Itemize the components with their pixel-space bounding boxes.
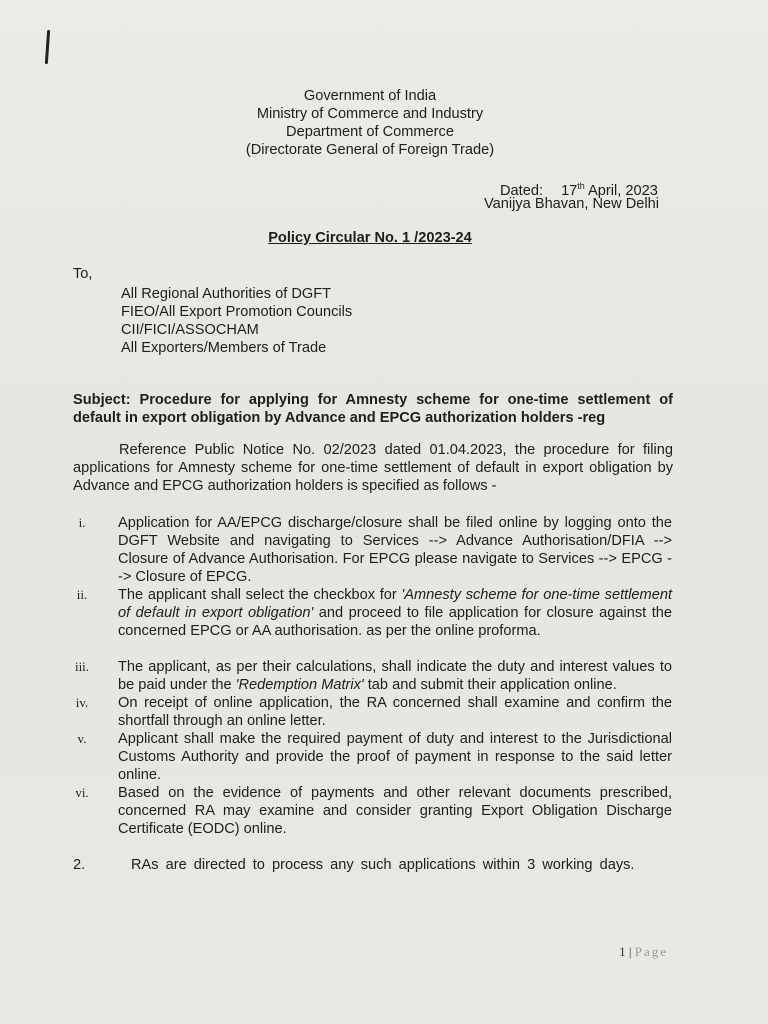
list-item-text-post: and proceed to file application for closure against the concerned EPCG or AA authorisation. as per the online proforma.: [118, 605, 672, 639]
recipient-regional-authorities: All Regional Authorities of DGFT: [121, 286, 332, 302]
to-label: To,: [73, 266, 93, 282]
page-word: Page: [634, 944, 668, 959]
recipient-exporters: All Exporters/Members of Trade: [121, 340, 327, 356]
pen-mark: [45, 30, 50, 64]
list-item-number: v.: [77, 731, 87, 746]
dated-place: Vanijya Bhavan, New Delhi: [484, 196, 659, 212]
dated-day-suffix: th: [577, 181, 585, 191]
paragraph-2-text: RAs are directed to process any such applications within 3 working days.: [131, 857, 635, 873]
header-government: Government of India: [303, 88, 437, 104]
list-item-number: ii.: [76, 587, 88, 602]
recipient-fieo: FIEO/All Export Promotion Councils: [121, 304, 353, 320]
dated-rest: April, 2023: [584, 182, 658, 199]
page-footer: [619, 944, 668, 960]
dated-label: Dated:: [500, 182, 543, 199]
list-item-text: Application for AA/EPCG discharge/closure shall be filed online by logging onto the DGFT Website and navigating to Services --> Advance Authorisation/DFIA --> Closure of Advance Authorisation. For EPCG please navigate to Services --> EPCG --> Closure of EPCG.: [118, 515, 672, 585]
page-separator: |: [628, 944, 632, 959]
list-item-number: vi.: [75, 785, 89, 800]
list-item-text: Based on the evidence of payments and other relevant documents prescribed, concerned RA may examine and consider granting Export Obligation Discharge Certificate (EODC) online.: [118, 785, 672, 837]
list-item-text-pre: The applicant, as per their calculations, shall indicate the duty and interest values to be paid under the: [118, 659, 672, 693]
list-item-number: iv.: [75, 695, 89, 710]
recipient-cii: CII/FICI/ASSOCHAM: [121, 322, 259, 338]
list-item-text: Applicant shall make the required payment of duty and interest to the Jurisdictional Customs Authority and provide the proof of payment in response to the said letter online.: [118, 731, 672, 783]
page-number: 1: [619, 944, 626, 959]
intro-paragraph: Reference Public Notice No. 02/2023 dated 01.04.2023, the procedure for filing applications for Amnesty scheme for one-time settlement of default in export obligation by Advance and EPCG authorization holders is specified as follows -: [73, 442, 673, 494]
list-item-text-emphasis: 'Redemption Matrix': [235, 677, 364, 693]
list-item-text: [118, 658, 672, 694]
header-department: Department of Commerce: [286, 124, 454, 140]
list-item-number: iii.: [74, 659, 90, 674]
header-ministry: Ministry of Commerce and Industry: [256, 106, 484, 122]
list-item-text-pre: The applicant shall select the checkbox for: [118, 587, 402, 603]
header-directorate: (Directorate General of Foreign Trade): [245, 142, 495, 158]
circular-title: Policy Circular No. 1 /2023-24: [268, 230, 472, 246]
dated-day: 17: [561, 182, 578, 199]
list-item-number: i.: [78, 515, 86, 530]
list-item-text-emphasis: 'Amnesty scheme for one-time settlement of default in export obligation': [118, 587, 672, 621]
subject: Subject: Procedure for applying for Amnesty scheme for one-time settlement of default in export obligation by Advance and EPCG authorization holders -reg: [73, 392, 673, 426]
list-item-text: [118, 586, 672, 640]
list-item-text-post: tab and submit their application online.: [363, 677, 617, 693]
paragraph-2-number: 2.: [73, 857, 86, 873]
list-item-text: On receipt of online application, the RA concerned shall examine and confirm the shortfall through an online letter.: [118, 695, 672, 729]
